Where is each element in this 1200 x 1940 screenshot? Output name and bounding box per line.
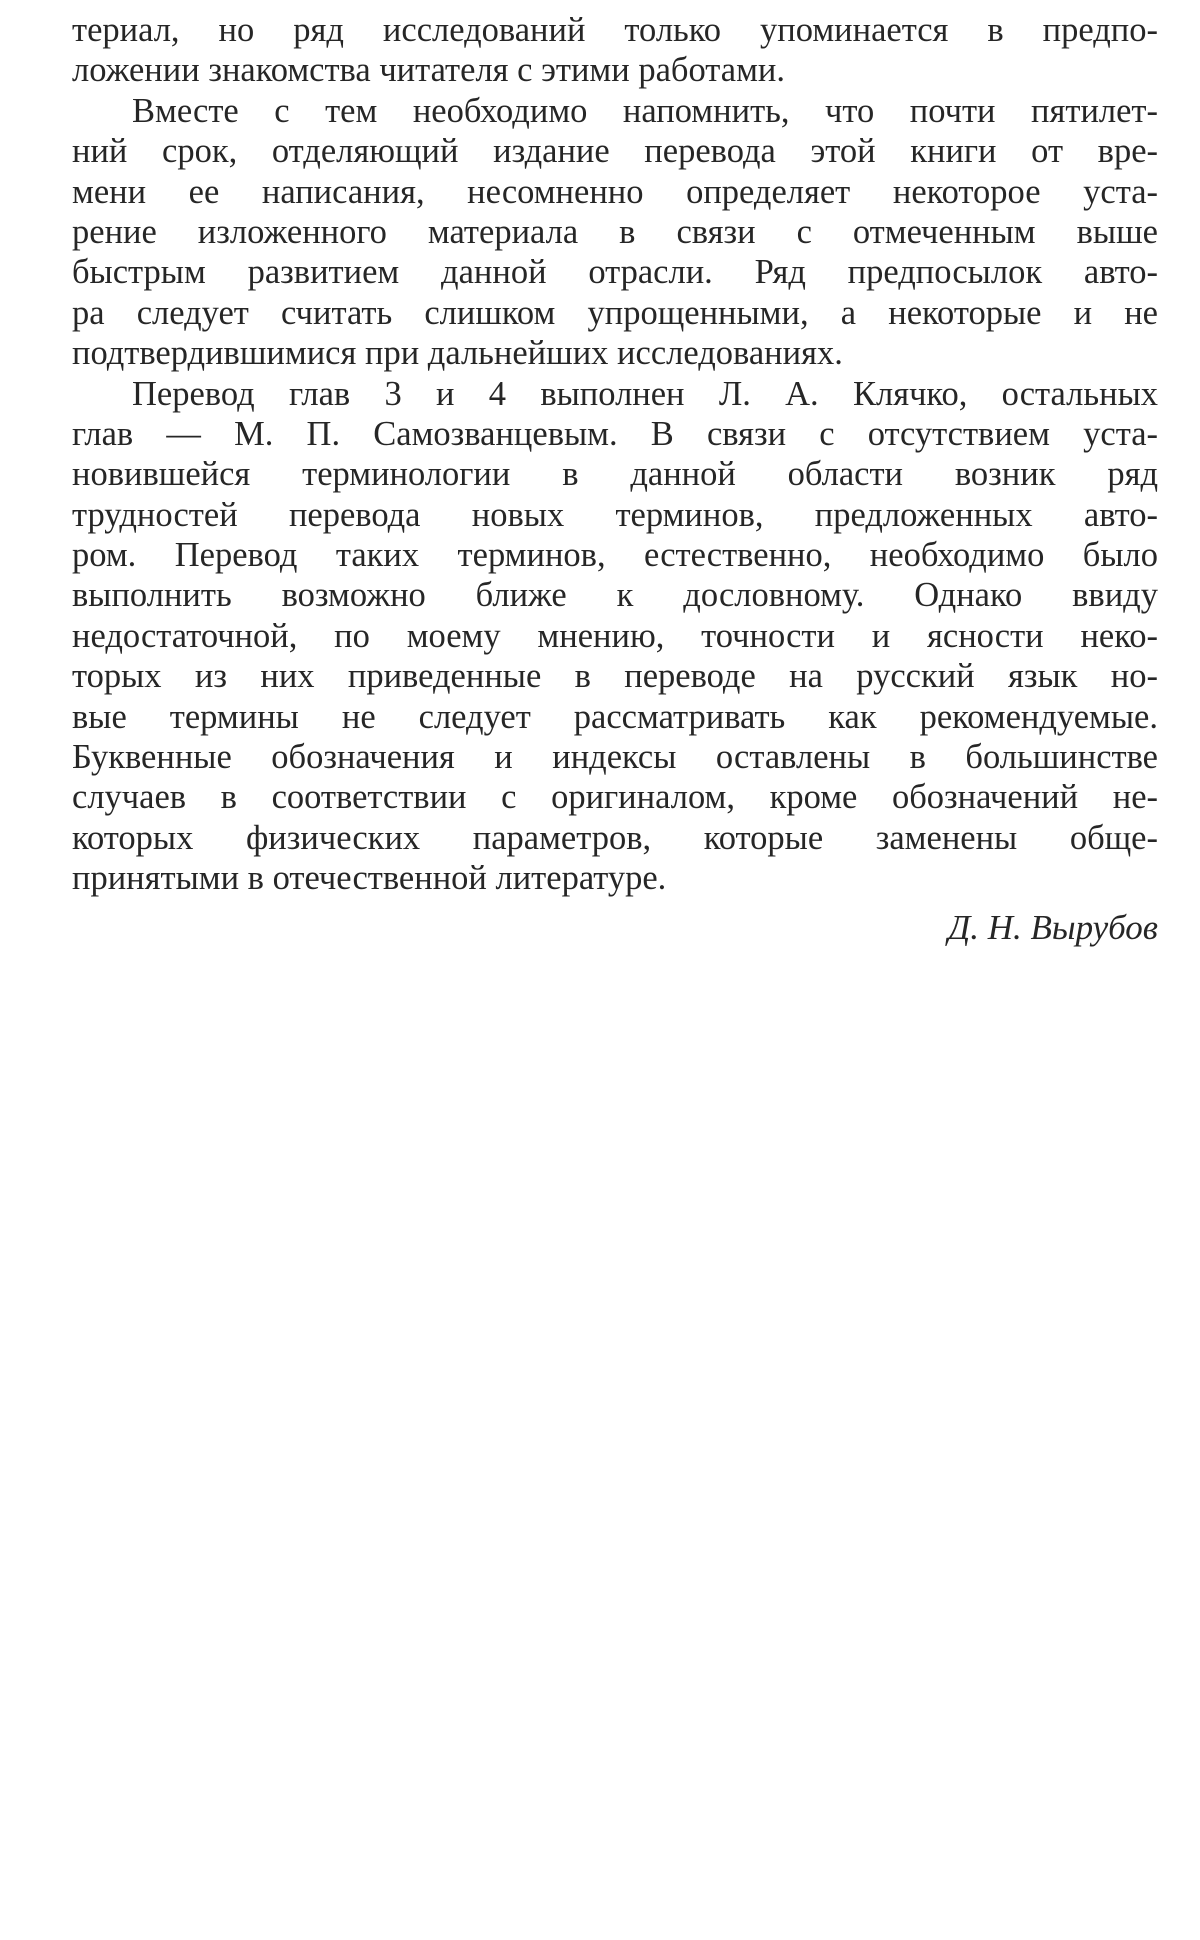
text-line: подтвердившимися при дальнейших исследованиях. — [72, 334, 843, 373]
text-line: быстрым развитием данной отрасли. Ряд предпосылок авто- — [72, 253, 1158, 292]
text-line: ний срок, отделяющий издание перевода этой книги от вре- — [72, 132, 1158, 171]
text-line: рение изложенного материала в связи с отмеченным выше — [72, 212, 1158, 251]
text-line: мени ее написания, несомненно определяет некоторое уста- — [72, 172, 1158, 211]
text-line: Буквенные обозначения и индексы оставлены в большинстве — [72, 738, 1158, 777]
translator-signature: Д. Н. Вырубов — [947, 908, 1158, 947]
text-line: ложении знакомства читателя с этими работами. — [72, 51, 785, 90]
text-line: новившейся терминологии в данной области возник ряд — [72, 455, 1158, 494]
document-page — [72, 10, 1158, 947]
text-line: торых из них приведенные в переводе на русский язык но- — [72, 657, 1158, 696]
text-line: ра следует считать слишком упрощенными, а некоторые и не — [72, 293, 1158, 332]
text-line: ром. Перевод таких терминов, естественно, необходимо было — [72, 536, 1158, 575]
paragraph-continuation — [72, 10, 1158, 91]
text-line: которых физических параметров, которые заменены обще- — [72, 818, 1158, 857]
text-line: Перевод глав 3 и 4 выполнен Л. А. Клячко, остальных — [132, 374, 1158, 413]
text-line: вые термины не следует рассматривать как рекомендуемые. — [72, 697, 1158, 736]
paragraph-outdated-material — [72, 91, 1158, 374]
text-line: случаев в соответствии с оригиналом, кроме обозначений не- — [72, 778, 1158, 817]
paragraph-translation-notes — [72, 374, 1158, 899]
text-line: глав — М. П. Самозванцевым. В связи с отсутствием уста- — [72, 414, 1158, 453]
text-line: недостаточной, по моему мнению, точности и ясности неко- — [72, 616, 1158, 655]
text-line: териал, но ряд исследований только упоминается в предпо- — [72, 11, 1158, 49]
text-line: принятыми в отечественной литературе. — [72, 859, 667, 898]
text-line: выполнить возможно ближе к дословному. Однако ввиду — [72, 576, 1158, 615]
text-line: трудностей перевода новых терминов, предложенных авто- — [72, 495, 1158, 534]
text-line: Вместе с тем необходимо напомнить, что почти пятилет- — [132, 91, 1158, 130]
